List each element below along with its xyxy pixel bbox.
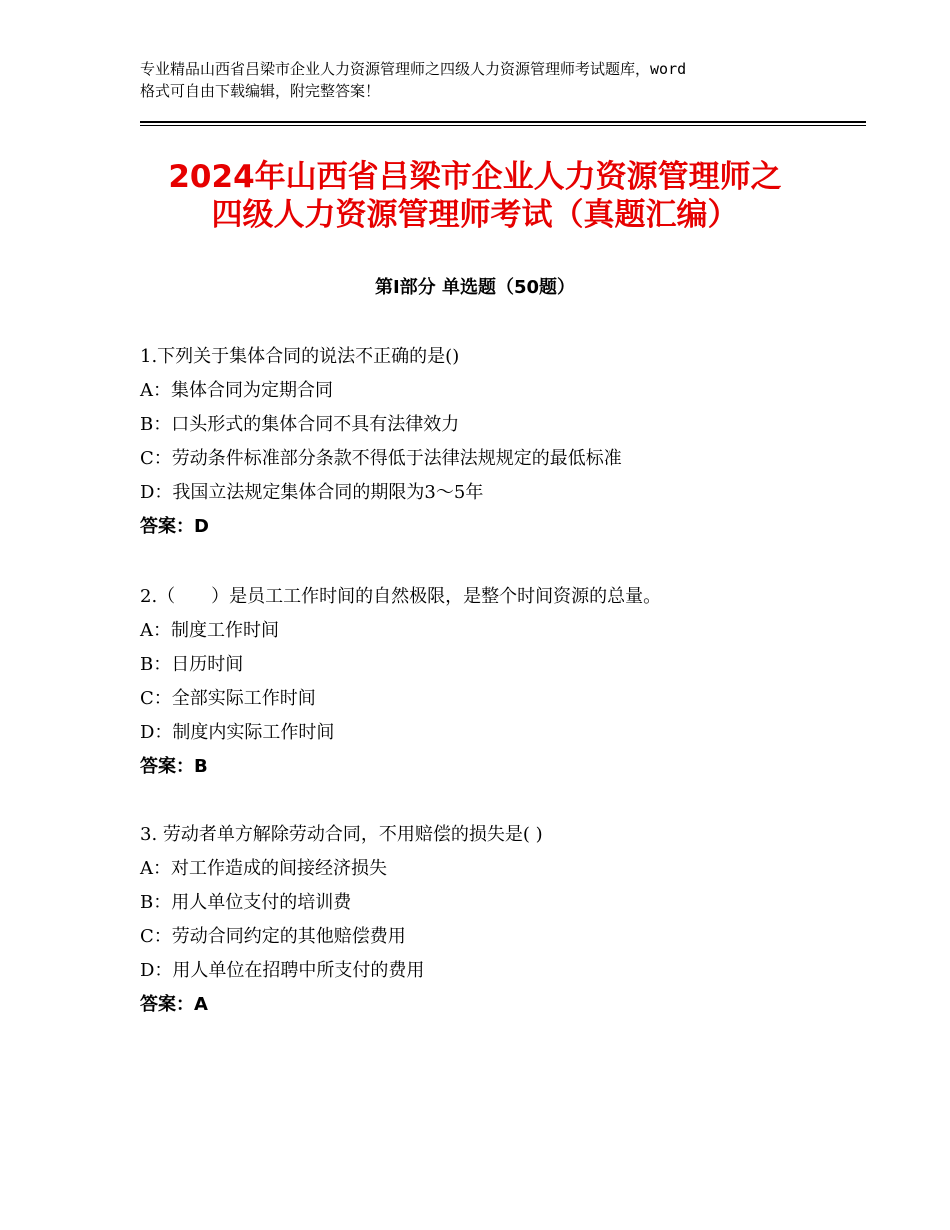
header-note-line-2: 格式可自由下载编辑，附完整答案！ [140, 82, 381, 100]
option-c: C：劳动条件标准部分条款不得低于法律法规规定的最低标准 [140, 448, 622, 469]
option-a: A：集体合同为定期合同 [140, 380, 333, 401]
option-b: B：日历时间 [140, 654, 244, 675]
section-title: 第Ⅰ部分 单选题（50题） [374, 277, 575, 298]
answer: 答案：D [140, 516, 209, 537]
header-note [140, 58, 830, 102]
question-stem: 2.（ ）是员工工作时间的自然极限，是整个时间资源的总量。 [140, 586, 662, 607]
header-rule-thick [140, 121, 866, 123]
question-stem: 1.下列关于集体合同的说法不正确的是() [140, 346, 460, 367]
option-d: D：制度内实际工作时间 [140, 722, 335, 743]
header-note-line-1: 专业精品山西省吕梁市企业人力资源管理师之四级人力资源管理师考试题库，word [140, 60, 687, 78]
document-title-line-1: 2024年山西省吕梁市企业人力资源管理师之 [168, 159, 782, 195]
question-1 [140, 340, 860, 544]
answer: 答案：B [140, 756, 208, 777]
question-stem: 3. 劳动者单方解除劳动合同，不用赔偿的损失是( ) [140, 824, 543, 845]
option-a: A：制度工作时间 [140, 620, 279, 641]
option-c: C：全部实际工作时间 [140, 688, 316, 709]
option-c: C：劳动合同约定的其他赔偿费用 [140, 926, 406, 947]
option-b: B：口头形式的集体合同不具有法律效力 [140, 414, 460, 435]
question-3 [140, 818, 860, 1022]
option-b: B：用人单位支付的培训费 [140, 892, 352, 913]
option-d: D：用人单位在招聘中所支付的费用 [140, 960, 425, 981]
option-d: D：我国立法规定集体合同的期限为3～5年 [140, 482, 484, 503]
question-2 [140, 580, 860, 784]
header-rule-thin [140, 125, 866, 126]
answer: 答案：A [140, 994, 208, 1015]
document-title [100, 158, 850, 234]
document-title-line-2: 四级人力资源管理师考试（真题汇编） [211, 197, 739, 233]
option-a: A：对工作造成的间接经济损失 [140, 858, 387, 879]
